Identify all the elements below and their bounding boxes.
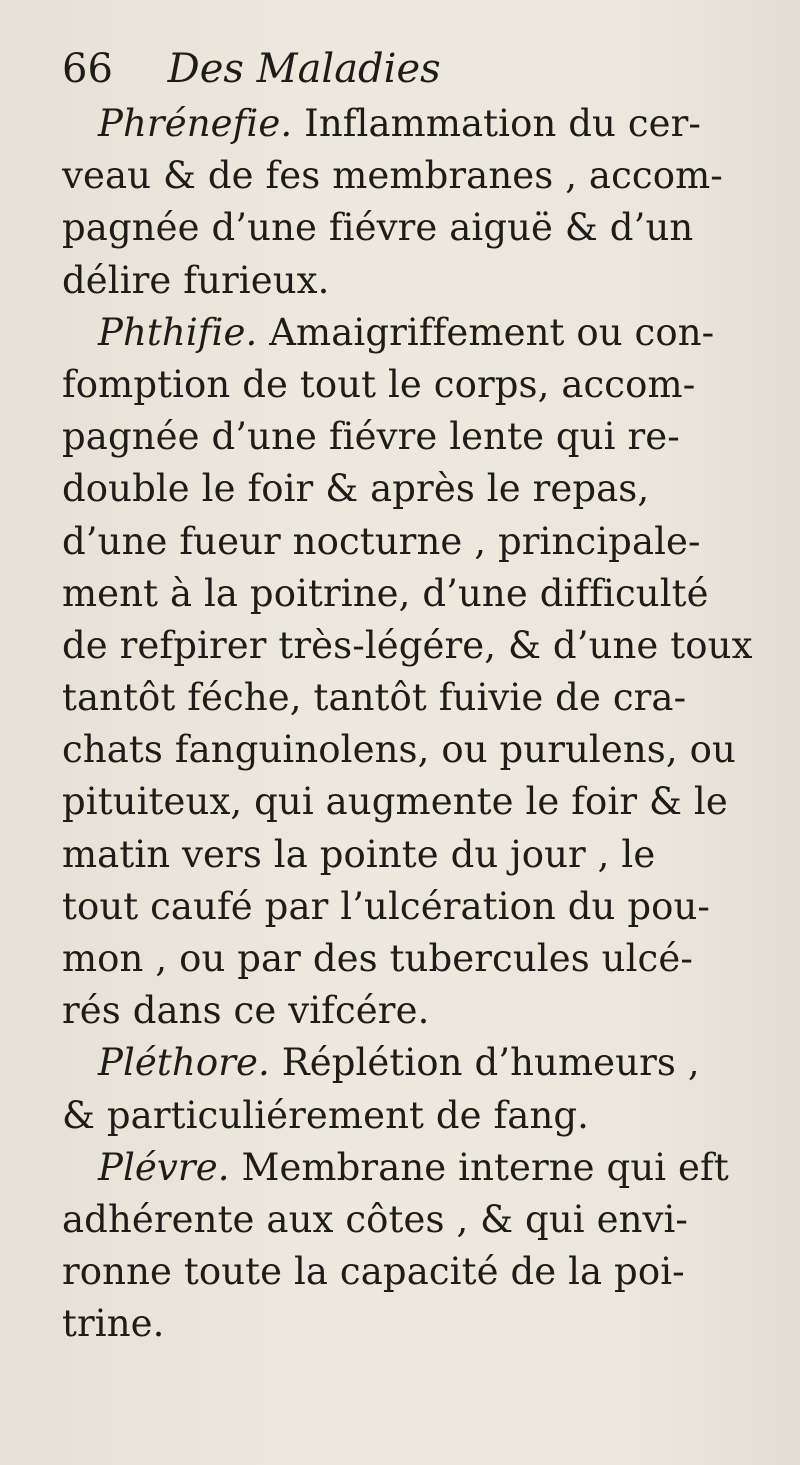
entry-line: chats fanguinolens, ou purulens, ou: [62, 728, 736, 772]
entry-term: Phrénefie.: [98, 102, 293, 145]
entry-line: double le foir & après le repas,: [62, 467, 650, 511]
entry-line: Pléthore. Réplétion d’humeurs ,: [98, 1041, 700, 1085]
entry-term: Pléthore.: [98, 1041, 270, 1085]
entry-line: Plévre. Membrane interne qui eft: [98, 1145, 729, 1189]
entry-line: Phthifie. Amaigriffement ou con-: [98, 310, 715, 354]
entry-line: matin vers la pointe du jour , le: [62, 832, 656, 876]
entry-line: pituiteux, qui augmente le foir & le: [62, 780, 728, 824]
entry-line: tantôt féche, tantôt fuivie de cra-: [62, 676, 687, 720]
entry-line: de refpirer très-légére, & d’une toux: [62, 623, 753, 667]
entry-line: tout caufé par l’ulcération du pou-: [62, 884, 711, 928]
entry-line: ronne toute la capacité de la poi-: [62, 1250, 685, 1294]
entry-line: trine.: [62, 1302, 165, 1346]
entry-line: veau & de fes membranes , accom-: [62, 154, 723, 198]
entry-line: adhérente aux côtes , & qui envi-: [62, 1197, 689, 1241]
entry-line: mon , ou par des tubercules ulcé-: [62, 937, 693, 980]
entry-term: Plévre.: [98, 1145, 230, 1189]
page-number: 66: [62, 46, 113, 92]
page-header: [62, 34, 762, 104]
entry-term: Phthifie.: [98, 310, 258, 354]
entry-line: délire furieux.: [62, 258, 330, 302]
running-title: Des Maladies: [167, 46, 441, 92]
entry-line: pagnée d’une fiévre aiguë & d’un: [62, 206, 694, 250]
entry-line: fomption de tout le corps, accom-: [62, 362, 696, 406]
page-body: [62, 98, 777, 1351]
entry-line: ment à la poitrine, d’une difficulté: [62, 571, 709, 615]
entry-line: & particuliérement de fang.: [62, 1093, 590, 1137]
entry-line: Phrénefie. Inflammation du cer-: [98, 102, 702, 145]
entry-line: d’une fueur nocturne , principale-: [62, 519, 701, 563]
entry-line: pagnée d’une fiévre lente qui re-: [62, 415, 680, 459]
entry-line: rés dans ce vifcére.: [62, 989, 430, 1033]
